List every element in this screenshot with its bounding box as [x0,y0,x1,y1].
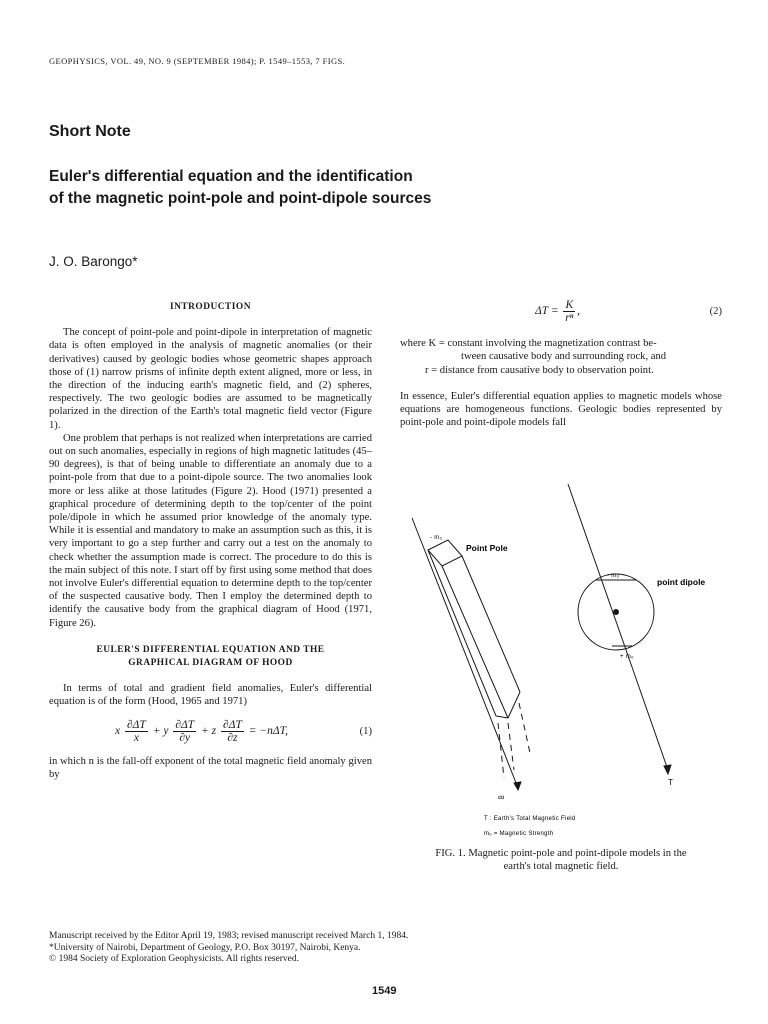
paper-title [49,166,569,210]
eq2-lhs: ΔT = [535,305,559,318]
caption-line-2: earth's total magnetic field. [503,861,619,872]
footnote-received: Manuscript received by the Editor April 19, 1983; revised manuscript received March 1, 1984. [49,931,409,941]
paragraph-euler: In terms of total and gradient field anomalies, Euler's differential equation is of the form (Hood, 1965 and 1971) [49,683,372,708]
equation-1 [49,715,372,751]
point-pole-prism [412,518,530,790]
eq2-number: (2) [709,306,722,317]
label-mo-dipole-bottom: + mₒ [620,654,634,660]
point-dipole-sphere [568,484,671,774]
eq2-trail: , [577,305,580,318]
eq1-frac-x: $\frac{\partial\Delta T}{x}$ [126,718,146,744]
where-line-2: tween causative body and surrounding rock, and [461,351,667,363]
label-T-dipole: T [668,778,674,787]
equation-2 [400,297,722,327]
label-point-pole: Point Pole [466,543,508,553]
euler-heading-line-1: EULER'S DIFFERENTIAL EQUATION AND THE [96,644,325,655]
caption-line-1: FIG. 1. Magnetic point-pole and point-dipole models in the [435,848,687,859]
footnote-copyright: © 1984 Society of Exploration Geophysicists. All rights reserved. [49,954,299,964]
label-T-pole: T [516,781,522,790]
journal-header: GEOPHYSICS, VOL. 49, NO. 9 (SEPTEMBER 1984); P. 1549–1553, 7 FIGS. [49,56,346,66]
left-column [49,301,372,781]
eq1-number: (1) [359,725,372,737]
paragraph-intro-2: One problem that perhaps is not realized when interpretations are carried out on such anomalies, especially in regions of high magnetic latitudes (45–90 degrees), is that of being unable to differentiate an anomaly due to a point-pole from that due to a point-dipole source. The two anomalies look more or less alike at those latitudes (Figure 2). Hood (1971) presented a graphical procedure of determining depth to the top/center of the point pole/dipole in which he assumed prior knowledge of the anomaly type. While it is essential and mandatory to make an assumption such as this, it is very important to go a step further and carry out a test on the anomaly to check whether the assumption made is correct. The procedure to do this is the main subject of this note. I start off by first using some method that does not involve Euler's differential equation to determine depth to the top/center of the suspected causative body. Then I employ the determined depth to identify the causative body from the graphical diagram of Hood (1971, Figure 26). [49,432,372,629]
legend-line-2: mₒ = Magnetic Strength [484,831,554,837]
label-infinity: ∞ [498,792,505,802]
paragraph-homogeneous: In essence, Euler's differential equation applies to magnetic models whose equations are homogeneous functions. Geologic bodies represented by point-pole and point-dipole models fall [400,391,722,429]
eq1-frac-z: $\frac{\partial\Delta T}{\partial z}$ [223,718,242,744]
footnote-affiliation: *University of Nairobi, Department of Geology, P.O. Box 30197, Nairobi, Kenya. [49,942,361,953]
paragraph-falloff: in which n is the fall-off exponent of the total magnetic field anomaly given by [49,755,372,780]
page-number: 1549 [372,985,397,997]
title-line-2: of the magnetic point-pole and point-dipole sources [49,190,432,207]
eq2-frac: $\frac{K}{\text{rⁿ}}$ [565,299,574,324]
legend-line-1: T : Earth's Total Magnetic Field [484,816,576,822]
eq1-x: x [115,724,121,737]
title-line-1: Euler's differential equation and the identification [49,168,413,185]
eq1-plus-y: + y [152,724,169,737]
label-point-dipole: point dipole [657,577,706,587]
paragraph-intro-1: The concept of point-pole and point-dipole in interpretation of magnetic data is often employed in the analysis of magnetic anomalies (or their derivatives) caused by geologic bodies whose geometric shapes approach those of (1) narrow prisms of infinite depth extent aligned, more or less, in the direction of the inducing earth's magnetic field, and (2) spheres, respectively. The two geologic bodies are assumed to be magnetically polarized in the direction of the Earth's total magnetic field vector (Figure 1). [49,327,372,431]
where-block [400,337,722,377]
label-mo-pole: - mₒ [430,535,443,541]
intro-heading: INTRODUCTION [169,302,251,312]
eq1-frac-y: $\frac{\partial\Delta T}{\partial y}$ [175,718,195,744]
section-label: Short Note [49,123,131,140]
eq1-plus-z: + z [201,724,217,737]
euler-heading-line-2: GRAPHICAL DIAGRAM OF HOOD [128,658,293,669]
figure-1-caption [400,847,722,873]
where-line-1: where K = constant involving the magnetization contrast be- [400,338,657,349]
author: J. O. Barongo* [49,254,138,269]
label-mo-dipole-top: - mₒ [607,573,620,579]
eq1-rhs: = −nΔT, [248,724,289,737]
paragraph-euler-applies [400,390,722,430]
where-line-3: r = distance from causative body to observation point. [425,364,654,376]
figure-1-diagram [400,478,722,842]
footnotes [49,931,408,966]
